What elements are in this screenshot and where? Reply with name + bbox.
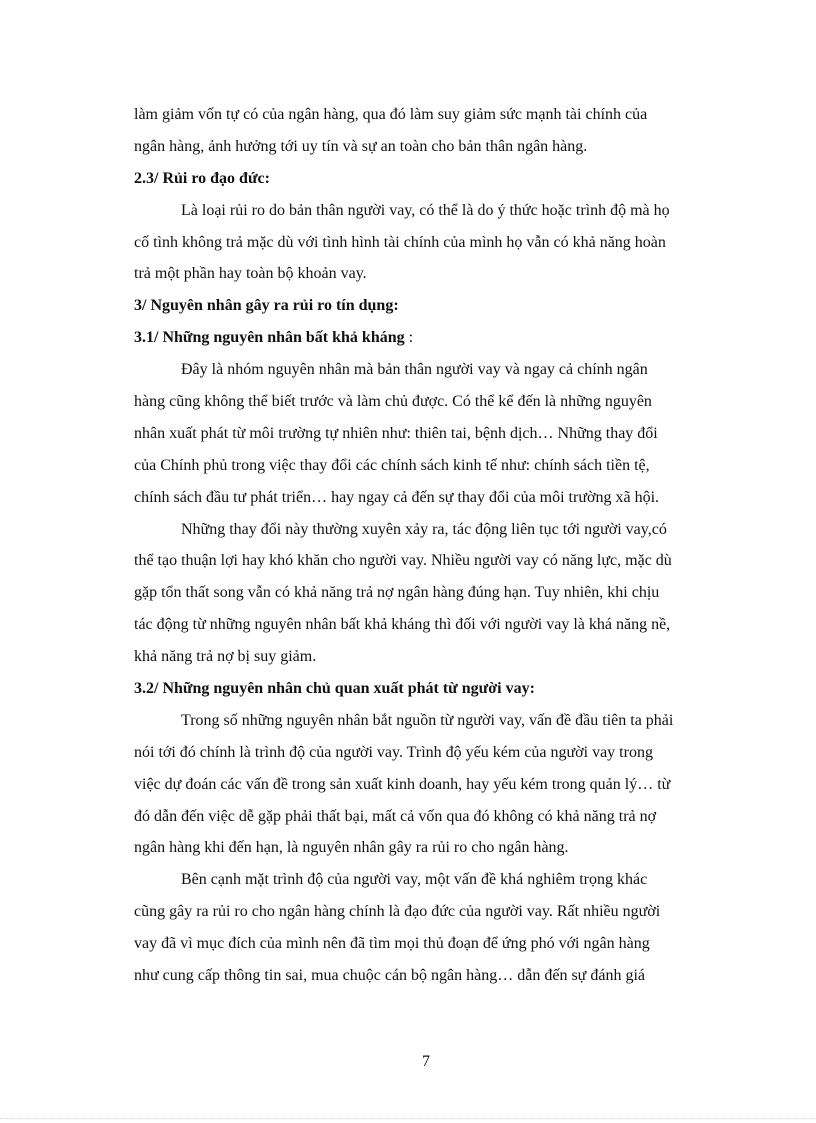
text-line: vay đã vì mục đích của mình nên đã tìm mọi thủ đoạn để ứng phó với ngân hàng bbox=[134, 935, 650, 953]
text-line: như cung cấp thông tin sai, mua chuộc cán bộ ngân hàng… dẫn đến sự đánh giá bbox=[134, 967, 645, 985]
text-line: trả một phần hay toàn bộ khoản vay. bbox=[134, 265, 367, 283]
section-heading-3-1-title: 3.1/ Những nguyên nhân bất khả kháng bbox=[134, 329, 405, 347]
text-line: việc dự đoán các vấn đề trong sản xuất kinh doanh, hay yếu kém trong quản lý… từ bbox=[134, 775, 671, 793]
text-line: làm giảm vốn tự có của ngân hàng, qua đó làm suy giảm sức mạnh tài chính của bbox=[134, 106, 648, 123]
page-bottom-divider bbox=[0, 1118, 816, 1119]
page-number: 7 bbox=[422, 1053, 430, 1070]
section-heading-3-1 bbox=[134, 322, 696, 354]
text-line: ngân hàng, ảnh hưởng tới uy tín và sự an toàn cho bản thân ngân hàng. bbox=[134, 137, 588, 155]
text-line: cũng gây ra rủi ro cho ngân hàng chính là đạo đức của người vay. Rất nhiều người bbox=[134, 903, 661, 921]
text-line: gặp tổn thất song vẫn có khả năng trả nợ ngân hàng đúng hạn. Tuy nhiên, khi chịu bbox=[134, 584, 660, 602]
section-heading-3-2: 3.2/ Những nguyên nhân chủ quan xuất phát từ người vay: bbox=[134, 680, 535, 698]
text-line: hàng cũng không thể biết trước và làm chủ được. Có thể kể đến là những nguyên bbox=[134, 393, 652, 411]
section-heading-2-3: 2.3/ Rủi ro đạo đức: bbox=[134, 169, 270, 187]
text-line: nói tới đó chính là trình độ của người vay. Trình độ yếu kém của người vay trong bbox=[134, 743, 653, 761]
text-line: Những thay đổi này thường xuyên xảy ra, tác động liên tục tới người vay,có bbox=[181, 520, 667, 538]
text-line: ngân hàng khi đến hạn, là nguyên nhân gây ra rủi ro cho ngân hàng. bbox=[134, 839, 569, 857]
text-line: khả năng trả nợ bị suy giảm. bbox=[134, 648, 317, 666]
text-line: tác động từ những nguyên nhân bất khả kháng thì đối với người vay là khá năng nề, bbox=[134, 616, 671, 634]
section-heading-3: 3/ Nguyên nhân gây ra rủi ro tín dụng: bbox=[134, 297, 399, 315]
body-text bbox=[134, 99, 696, 992]
text-line: đó dẫn đến việc dễ gặp phải thất bại, mất cả vốn qua đó không có khả năng trả nợ bbox=[134, 807, 657, 825]
text-line: Trong số những nguyên nhân bắt nguồn từ người vay, vấn đề đầu tiên ta phải bbox=[181, 711, 674, 729]
text-line: Là loại rủi ro do bản thân người vay, có thể là do ý thức hoặc trình độ mà họ bbox=[181, 201, 670, 219]
section-heading-3-1-colon: : bbox=[404, 329, 414, 347]
text-line: của Chính phủ trong việc thay đổi các chính sách kinh tế như: chính sách tiền tệ, bbox=[134, 456, 650, 474]
text-line: Đây là nhóm nguyên nhân mà bản thân người vay và ngay cả chính ngân bbox=[181, 361, 648, 379]
text-line: nhân xuất phát từ môi trường tự nhiên như: thiên tai, bệnh dịch… Những thay đổi bbox=[134, 424, 658, 442]
text-line: chính sách đầu tư phát triển… hay ngay cả đến sự thay đổi của môi trường xã hội. bbox=[134, 488, 660, 506]
text-line: thể tạo thuận lợi hay khó khăn cho người vay. Nhiều người vay có năng lực, mặc dù bbox=[134, 552, 672, 570]
text-line: Bên cạnh mặt trình độ của người vay, một vấn đề khá nghiêm trọng khác bbox=[181, 871, 648, 889]
text-line: cố tình không trả mặc dù với tình hình tài chính của mình họ vẫn có khả năng hoàn bbox=[134, 233, 666, 251]
